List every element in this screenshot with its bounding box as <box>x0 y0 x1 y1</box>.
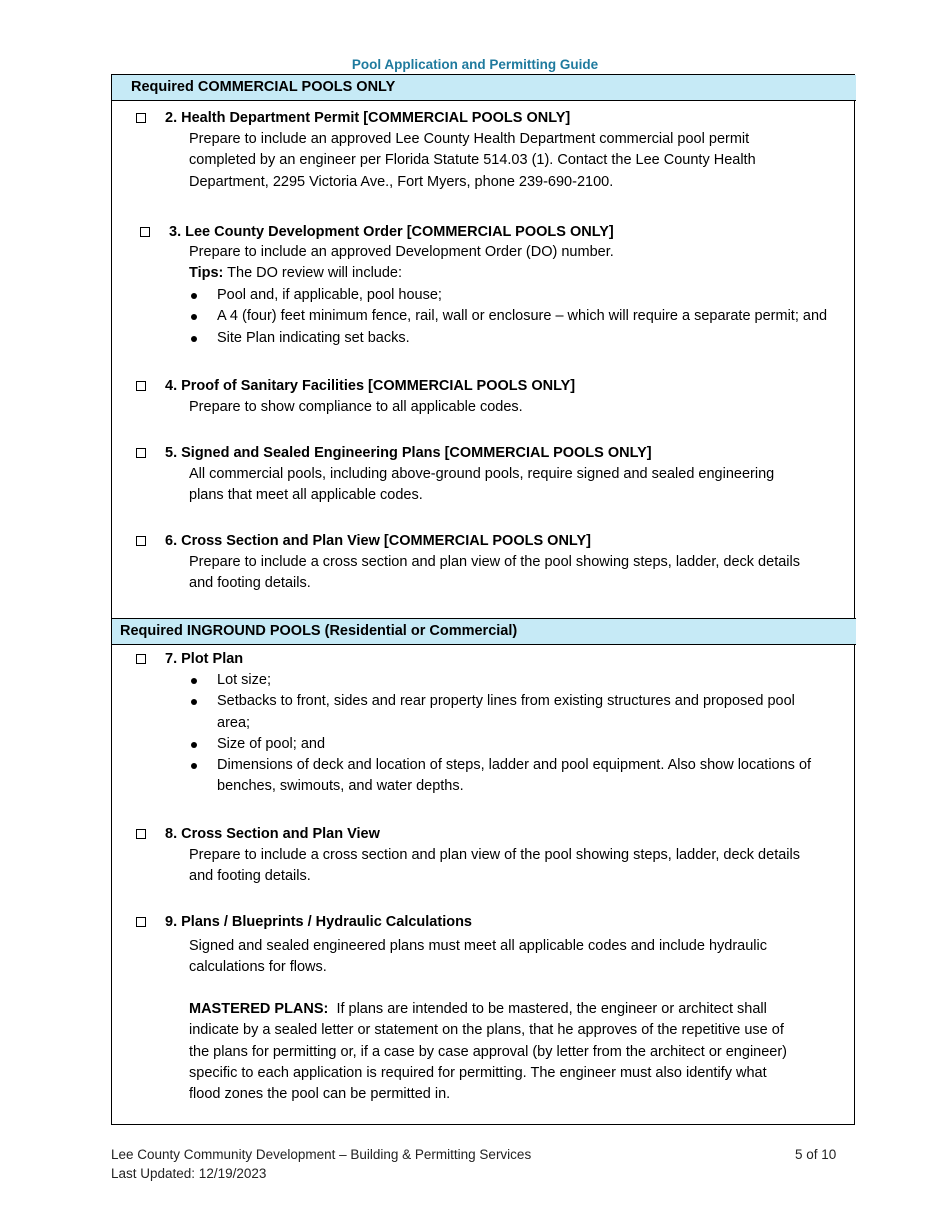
item-description: Prepare to include a cross section and plan view of the pool showing steps, ladder, deck details and footing details. <box>189 847 800 885</box>
section-header-commercial: Required COMMERCIAL POOLS ONLY <box>112 75 856 101</box>
checkbox[interactable] <box>136 654 146 664</box>
item-title: 4. Proof of Sanitary Facilities [COMMERCIAL POOLS ONLY] <box>165 378 576 394</box>
footer-last-updated: Last Updated: 12/19/2023 <box>111 1166 267 1181</box>
item-title: 6. Cross Section and Plan View [COMMERCIAL POOLS ONLY] <box>165 533 591 549</box>
list-item: Size of pool; and <box>189 734 829 755</box>
checkbox[interactable] <box>136 829 146 839</box>
checkbox[interactable] <box>136 381 146 391</box>
item-title: 5. Signed and Sealed Engineering Plans [COMMERCIAL POOLS ONLY] <box>165 445 652 461</box>
mastered-plans-note: MASTERED PLANS: If plans are intended to be mastered, the engineer or architect shall indicate by a sealed letter or statement on the plans, that he approves of the repetitive use of the plans for permitting or, if a case by case approval (by letter from the architect or engineer) specific to each application is required for permitting. The engineer must also identify what flood zones the pool can be permitted in. <box>189 1001 788 1103</box>
checklist-table <box>111 74 855 1125</box>
list-item: Lot size; <box>189 670 829 691</box>
list-item: Site Plan indicating set backs. <box>189 328 829 349</box>
mastered-label: MASTERED PLANS: <box>189 1001 329 1017</box>
checkbox[interactable] <box>140 227 150 237</box>
item-title: 3. Lee County Development Order [COMMERCIAL POOLS ONLY] <box>169 224 614 240</box>
doc-title: Pool Application and Permitting Guide <box>351 57 599 72</box>
item-description: Prepare to include an approved Lee County Health Department commercial pool permit completed by an engineer per Florida Statute 514.03 (1). Contact the Lee County Health Department, 2295 Victoria Ave., Fort Myers, phone 239-690-2100. <box>189 131 756 190</box>
item-title: 8. Cross Section and Plan View <box>165 826 380 842</box>
bullet-list <box>189 670 829 798</box>
list-item: Dimensions of deck and location of steps, ladder and pool equipment. Also show locations of benches, swimouts, and water depths. <box>189 755 829 798</box>
item-description: All commercial pools, including above-ground pools, require signed and sealed engineering plans that meet all applicable codes. <box>189 466 775 504</box>
item-title: 2. Health Department Permit [COMMERCIAL POOLS ONLY] <box>165 110 571 126</box>
list-item: A 4 (four) feet minimum fence, rail, wall or enclosure – which will require a separate permit; and <box>189 306 829 327</box>
item-title: 7. Plot Plan <box>165 651 244 667</box>
item-description: Prepare to include a cross section and plan view of the pool showing steps, ladder, deck details and footing details. <box>189 554 800 592</box>
checkbox[interactable] <box>136 448 146 458</box>
item-description: Signed and sealed engineered plans must meet all applicable codes and include hydraulic calculations for flows. <box>189 938 767 976</box>
tips-label: Tips: <box>189 265 224 282</box>
bullet-list <box>189 285 829 349</box>
checkbox[interactable] <box>136 917 146 927</box>
list-item: Pool and, if applicable, pool house; <box>189 285 829 306</box>
checkbox[interactable] <box>136 536 146 546</box>
item-title: 9. Plans / Blueprints / Hydraulic Calculations <box>165 914 472 930</box>
checkbox[interactable] <box>136 113 146 123</box>
list-item: Setbacks to front, sides and rear property lines from existing structures and proposed pool area; <box>189 691 829 734</box>
item-description: Prepare to show compliance to all applicable codes. <box>189 399 523 415</box>
footer-org: Lee County Community Development – Building & Permitting Services <box>111 1147 532 1162</box>
section-header-inground: Required INGROUND POOLS (Residential or Commercial) <box>112 618 856 645</box>
page-number: 5 of 10 <box>795 1147 837 1162</box>
item-description: Prepare to include an approved Development Order (DO) number. Tips: The DO review will include: <box>189 244 614 282</box>
